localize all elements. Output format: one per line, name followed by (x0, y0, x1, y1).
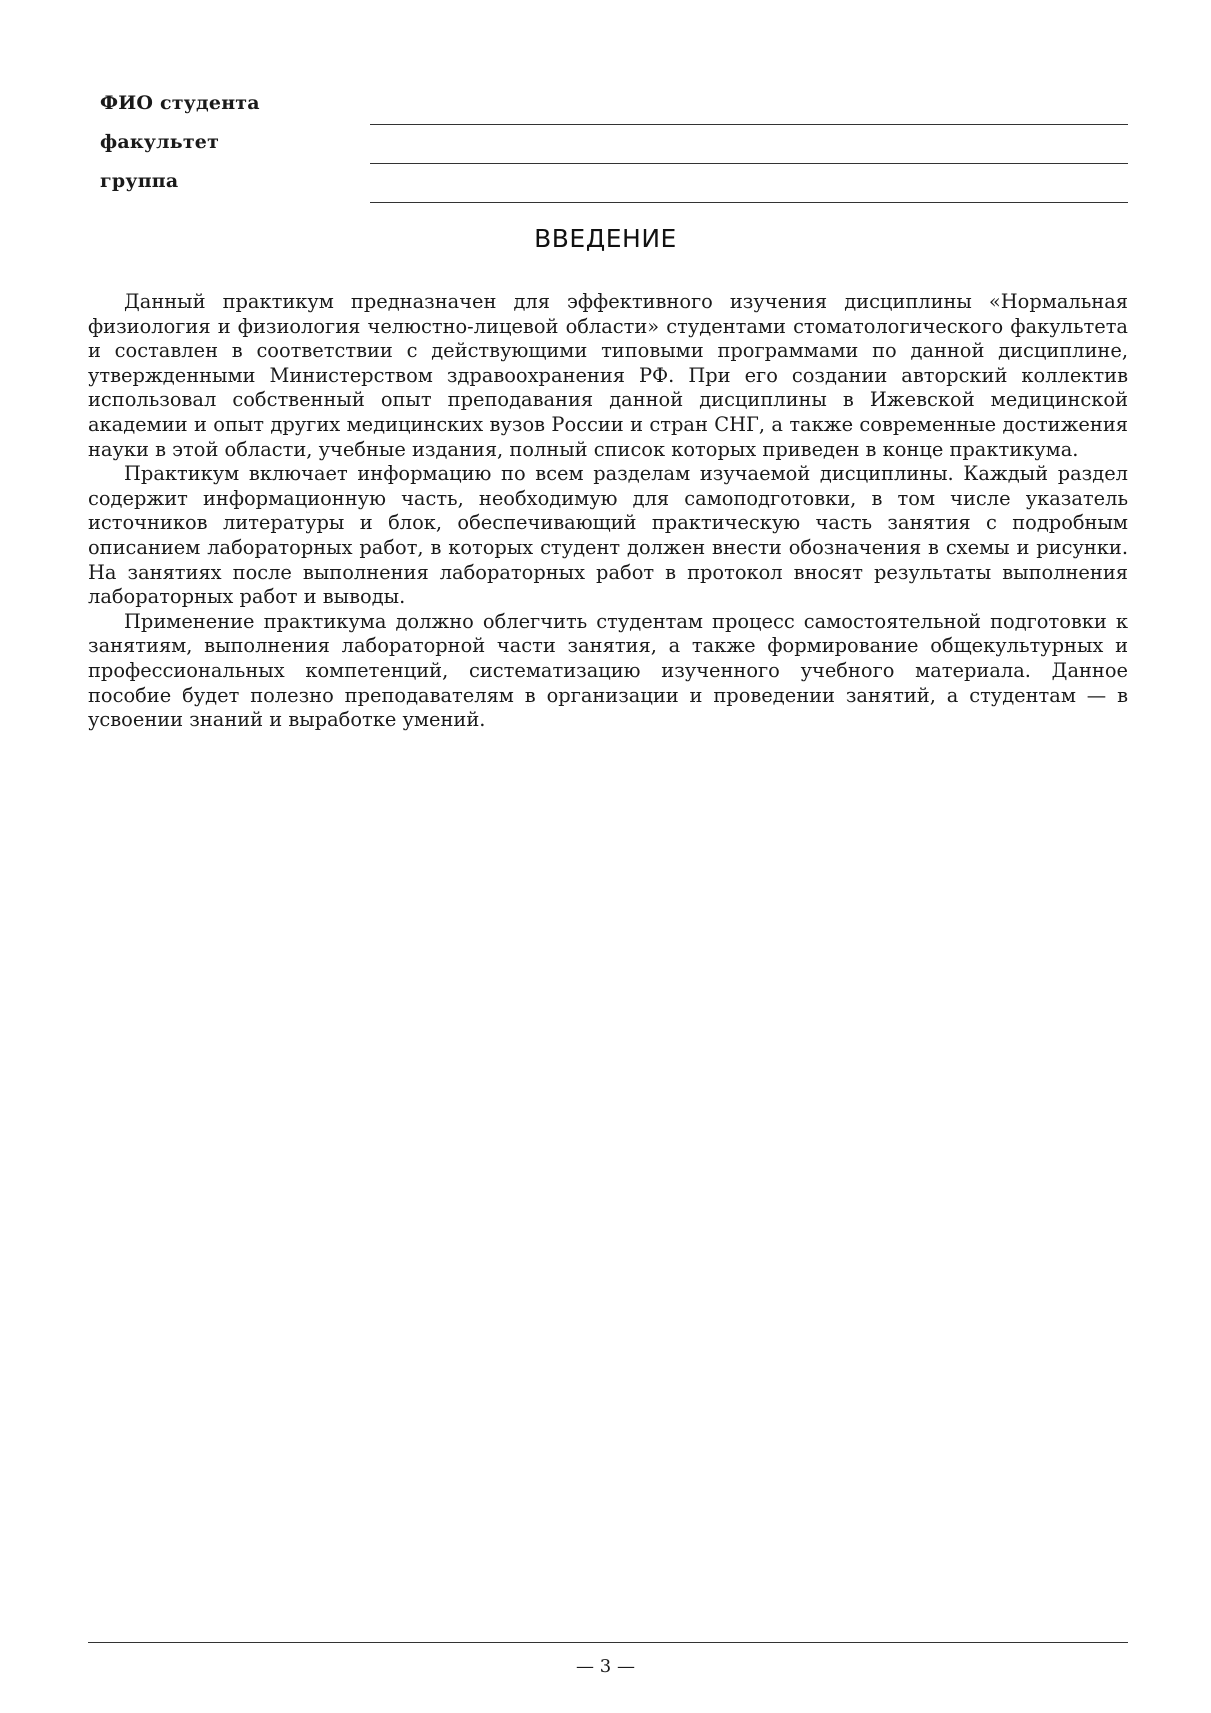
group-row (100, 166, 1128, 205)
introduction-text (88, 290, 1128, 733)
student-name-label: ФИО студента (100, 92, 260, 114)
footer-divider (88, 1642, 1128, 1643)
paragraph-3: Применение практикума должно облегчить студентам процесс самостоятельной подготовки к занятиям, выполнения лабораторной части занятия, а также формирование общекультурных и профессиональных компетенций, систематизацию изученного учебного материала. Данное пособие будет полезно преподавателям в организации и проведении занятий, а студентам — в усвоении знаний и выработке умений. (88, 609, 1128, 732)
paragraph-2: Практикум включает информацию по всем разделам изучаемой дисциплины. Каждый раздел содержит информационную часть, необходимую для самоподготовки, в том числе указатель источников литературы и блок, обеспечивающий практическую часть занятия с подробным описанием лабораторных работ, в которых студент должен внести обозначения в схемы и рисунки. На занятиях после выполнения лабораторных работ в протокол вносят результаты выполнения лабораторных работ и выводы. (88, 462, 1128, 609)
faculty-row (100, 127, 1128, 166)
group-field[interactable] (370, 202, 1128, 203)
student-name-field[interactable] (370, 124, 1128, 125)
page-number: — 3 — (576, 1656, 635, 1677)
faculty-label: факультет (100, 131, 220, 153)
section-title: ВВЕДЕНИЕ (534, 224, 677, 253)
faculty-field[interactable] (370, 163, 1128, 164)
student-info-form (100, 88, 1128, 205)
group-label: группа (100, 170, 179, 192)
student-name-row (100, 88, 1128, 127)
paragraph-1: Данный практикум предназначен для эффективного изучения дисциплины «Нормальная физиология и физиология челюстно-лицевой области» студентами стоматологического факультета и составлен в соответствии с действующими типовыми программами по данной дисциплине, утвержденными Министерством здравоохранения РФ. При его создании авторский коллектив использовал собственный опыт преподавания данной дисциплины в Ижевской медицинской академии и опыт других медицинских вузов России и стран СНГ, а также современные достижения науки в этой области, учебные издания, полный список которых приведен в конце практикума. (88, 290, 1128, 461)
